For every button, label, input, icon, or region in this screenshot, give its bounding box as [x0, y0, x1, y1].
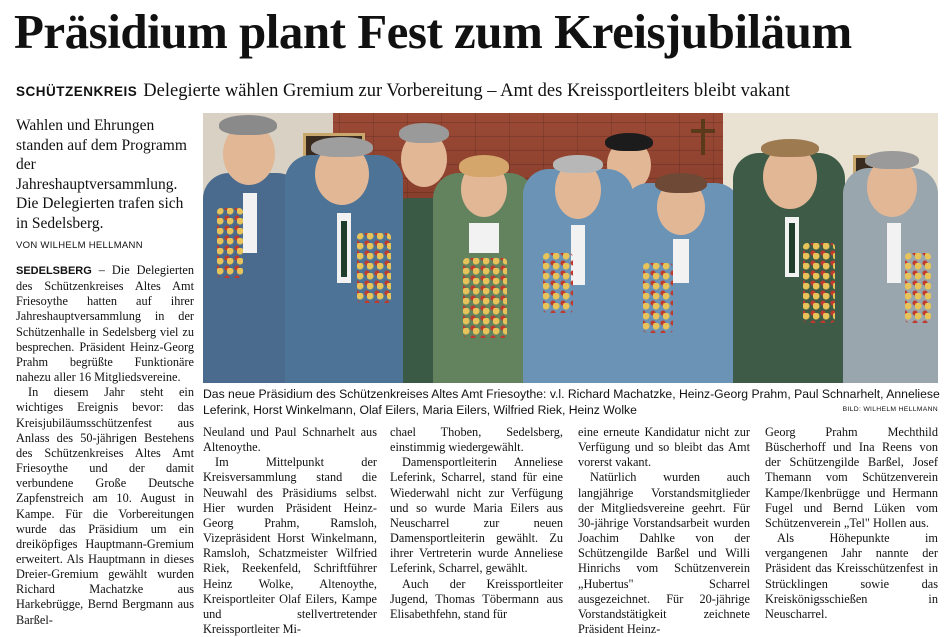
column-1-paragraph-1: SEDELSBERG – Die Delegierten des Schützenkreises Altes Amt Friesoythe hatten auf ihrer Jahreshauptversammlung in der Schützenhalle in Sedelsberg viel zu besprechen. Präsident Heinz-Georg Prahm begrüßte Funktionäre nahezu aller 16 Mitgliedsvereine.: [16, 263, 194, 385]
column-3-paragraph-3: Auch der Kreissportleiter Jugend, Thomas Töbermann aus Elisabethfehn, stand für: [390, 576, 563, 621]
person-front-3: [433, 113, 535, 383]
column-2-paragraph-2: Im Mittelpunkt der Kreisversammlung stand die Neuwahl des Präsidiums selbst. Hier wurden Präsident Heinz-Georg Prahm, Ramsloh, Vizepräsident Horst Winkelmann, Ramsloh, Schatzmeister Wilfried Riek, Reekenfeld, Schriftführer Heinz Wolke, Altenoythe, Kreisportleiter Olaf Eilers, Kampe und stellvertretender Kreissportleiter Mi-: [203, 455, 377, 637]
column-5-paragraph-1: Georg Prahm Mechthild Büscherhoff und Ina Reens von der Schützengilde Barßel, Josef Themann vom Schützenverein Kampe/Ikenbrügge und Hermann Fugel und Bernd Lüken vom Schützenverein „Tel" Hollen aus.: [765, 425, 938, 530]
article-column-3: [390, 425, 563, 622]
article-author: VON WILHELM HELLMANN: [16, 240, 143, 251]
column-4-paragraph-1: eine erneute Kandidatur nicht zur Verfügung und so bleibt das Amt vorerst vakant.: [578, 425, 750, 470]
person-front-7: [843, 113, 938, 383]
photo-caption: Das neue Präsidium des Schützenkreises Altes Amt Friesoythe: v.l. Richard Machatzke, Heinz-Georg Prahm, Paul Schnarhelt, Anneliese Leferink, Horst Winkelmann, Olaf Eilers, Maria Eilers, Wilfried Riek, Heinz Wolke: [203, 387, 940, 417]
column-1-paragraph-2: In diesem Jahr steht ein wichtiges Ereignis bevor: das Kreisjubiläumsschützenfest aus Anlass des 50-jährigen Bestehens des Schützenkreises Altes Amt Friesoythe und der damit verbundene Große Deutsche Zapfenstreich am 10. August in Kampe. Für die Vorbereitungen wurde das Präsidium um ein dreiköpfiges Hauptmann-Gremium erweitert. Als Hauptmann in dieses Dreier-Gremium gewählt wurden Richard Machatzke aus Harkebrügge, Bernd Bergmann aus Barßel-: [16, 385, 194, 627]
column-5-paragraph-2: Als Höhepunkte im vergangenen Jahr nannte der Präsident das Kreisschützenfest in Strücklingen sowie das Kreiskönigsschießen in Neuscharrel.: [765, 531, 938, 621]
article-kicker: SCHÜTZENKREIS: [16, 84, 138, 99]
photo-credit: BILD: WILHELM HELLMANN: [842, 406, 938, 413]
person-front-2: [285, 113, 403, 383]
group-photo: [203, 113, 938, 383]
article-column-2: [203, 425, 377, 637]
article-column-4: [578, 425, 750, 637]
article-column-5: [765, 425, 938, 622]
column-2-paragraph-1: Neuland und Paul Schnarhelt aus Altenoythe.: [203, 425, 377, 455]
person-front-5: [623, 113, 741, 383]
article-teaser: Wahlen und Ehrungen standen auf dem Programm der Jahreshauptversammlung. Die Delegierten trafen sich in Sedelsberg.: [16, 117, 187, 232]
column-3-paragraph-2: Damensportleiterin Anneliese Leferink, Scharrel, stand für eine Wiederwahl nicht zur Verfügung und so wurde Maria Eilers aus Neuscharrel zur neuen Damensportleiterin gewählt. Zu ihrer Vertreterin wurde Anneliese Leferink, Scharrel, gewählt.: [390, 455, 563, 576]
article-column-1: [16, 263, 194, 628]
person-front-6: [733, 113, 845, 383]
article-headline: Präsidium plant Fest zum Kreisjubiläum: [14, 4, 852, 59]
article-subheadline: [16, 80, 942, 103]
subheadline-text: Delegierte wählen Gremium zur Vorbereitung – Amt des Kreissportleiters bleibt vakant: [143, 81, 790, 101]
dateline: SEDELSBERG: [16, 265, 92, 277]
column-4-paragraph-2: Natürlich wurden auch langjährige Vorstandsmitglieder der Mitgliedsvereine geehrt. Für 30-jährige Vorstandsarbeit wurden Joachim Dahlke von der Schützengilde Barßel und Willi Hinrichs vom Schützenverein „Hubertus" Scharrel ausgezeichnet. Für 20-jährige Vorstandstätigkeit zeichnete Präsident Heinz-: [578, 470, 750, 637]
person-front-4: [523, 113, 633, 383]
column-3-paragraph-1: chael Thoben, Sedelsberg, einstimmig wiedergewählt.: [390, 425, 563, 455]
